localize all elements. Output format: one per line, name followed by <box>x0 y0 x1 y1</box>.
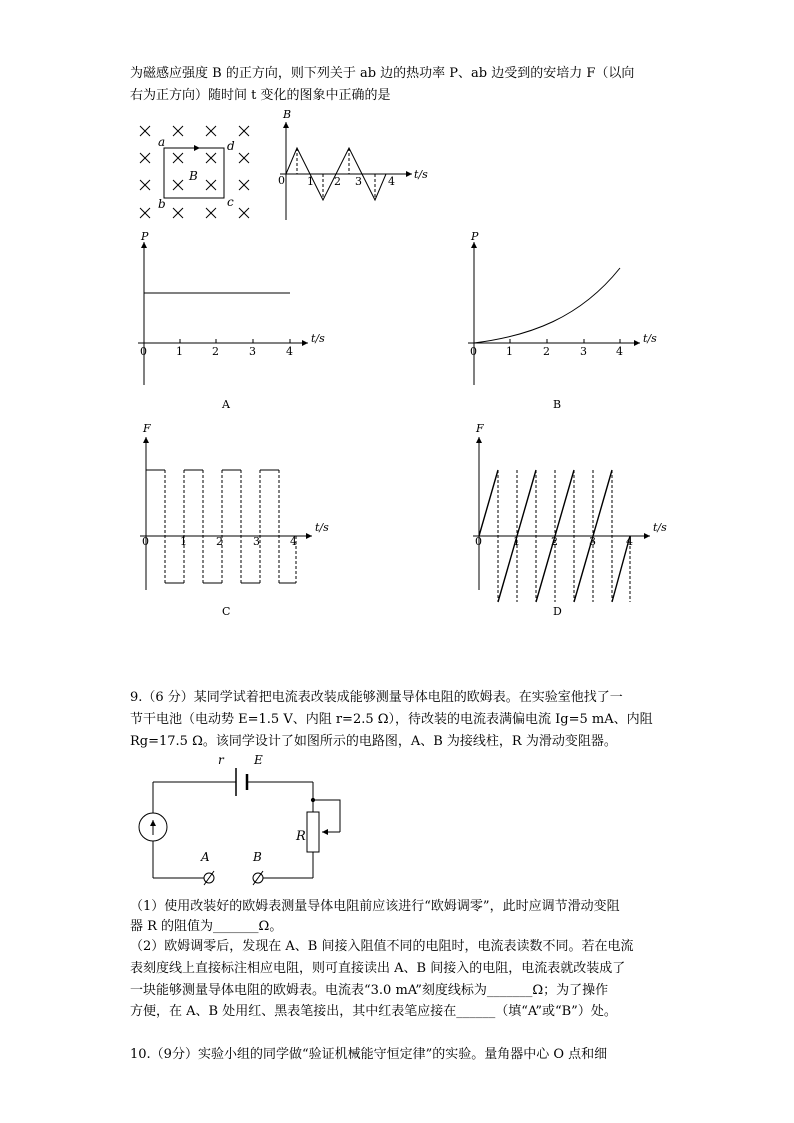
rheostat-slider-wire <box>313 800 340 832</box>
intro-line-1: 为磁感应强度 B 的正方向，则下列关于 ab 边的热功率 P、ab 边受到的安培力 F（以向 <box>130 66 635 81</box>
graph-d-caption: D <box>553 605 562 618</box>
loop-field-label: B <box>189 169 198 183</box>
graph-b-ylabel: P <box>471 230 479 243</box>
graph-c <box>140 437 312 590</box>
b-graph-ylabel: B <box>283 108 292 121</box>
graph-a-tick-1: 1 <box>176 345 183 358</box>
graph-b <box>468 242 640 385</box>
circuit-terminal-b-label: B <box>253 850 262 864</box>
graph-c-tick-3: 3 <box>253 535 260 548</box>
loop-corner-b: b <box>158 197 166 211</box>
circuit-e-label: E <box>254 753 263 767</box>
graph-c-caption: C <box>222 605 231 618</box>
graph-c-ylabel: F <box>143 422 151 435</box>
graph-a <box>138 242 308 385</box>
graph-b-tick-3: 3 <box>580 345 587 358</box>
q9-part1-line-1: （1）使用改装好的欧姆表测量导体电阻前应该进行“欧姆调零”，此时应调节滑动变阻 <box>130 899 620 914</box>
loop-corner-a: a <box>158 135 166 149</box>
b-graph-tick-2: 2 <box>334 175 341 188</box>
graph-c-origin: 0 <box>142 535 149 548</box>
graph-b-tick-4: 4 <box>616 345 623 358</box>
graph-a-origin: 0 <box>140 345 147 358</box>
q9-part1-line-2: 器 R 的阻值为_______Ω。 <box>130 919 283 934</box>
b-graph-xlabel: t/s <box>414 168 428 181</box>
graph-b-xlabel: t/s <box>643 332 657 345</box>
q9-line-1: 9.（6 分）某同学试着把电流表改装成能够测量导体电阻的欧姆表。在实验室他找了一 <box>130 690 623 705</box>
graph-a-tick-4: 4 <box>286 345 293 358</box>
circuit-terminal-a-label: A <box>201 850 210 864</box>
circuit-resistor-label: R <box>296 829 306 844</box>
graph-b-caption: B <box>553 398 562 411</box>
graph-d-ramp <box>479 470 498 536</box>
graph-c-xlabel: t/s <box>315 521 329 534</box>
graph-d-ylabel: F <box>476 422 484 435</box>
graph-d-tick-3: 3 <box>589 535 596 548</box>
q9-part2-line-2: 表刻度线上直接标注相应电阻，则可直接读出 A、B 间接入的电阻，电流表就改装成了 <box>130 961 626 976</box>
q10-line-1: 10.（9分）实验小组的同学做“验证机械能守恒定律”的实验。量角器中心 O 点和细 <box>130 1047 608 1062</box>
graph-d-tick-2: 2 <box>551 535 558 548</box>
q9-line-2: 节干电池（电动势 E=1.5 V、内阻 r=2.5 Ω），待改装的电流表满偏电流 Ig=5 mA、内阻 <box>130 712 653 727</box>
graph-b-tick-1: 1 <box>506 345 513 358</box>
circuit-diagram <box>139 768 340 885</box>
graph-d-xlabel: t/s <box>653 521 667 534</box>
b-graph <box>280 122 412 220</box>
graph-c-tick-4: 4 <box>290 535 297 548</box>
circuit-r-label: r <box>218 753 224 767</box>
graph-c-tick-1: 1 <box>180 535 187 548</box>
graph-a-tick-2: 2 <box>212 345 219 358</box>
b-graph-tick-1: 1 <box>307 175 314 188</box>
graph-c-tick-2: 2 <box>216 535 223 548</box>
loop-corner-d: d <box>227 139 235 153</box>
graph-a-xlabel: t/s <box>311 332 325 345</box>
graph-a-tick-3: 3 <box>249 345 256 358</box>
q9-line-3: Rg=17.5 Ω。该同学设计了如图所示的电路图，A、B 为接线柱，R 为滑动变阻器。 <box>130 734 617 749</box>
b-graph-tick-3: 3 <box>355 175 362 188</box>
graph-d-tick-4: 4 <box>626 535 633 548</box>
graph-b-curve <box>474 268 620 343</box>
graph-b-tick-2: 2 <box>543 345 550 358</box>
q9-part2-line-4: 方便，在 A、B 处用红、黑表笔接出，其中红表笔应接在______（填“A”或“B”）处。 <box>130 1004 617 1019</box>
loop-corner-c: c <box>227 195 234 209</box>
b-graph-tick-4: 4 <box>388 175 395 188</box>
q9-part2-line-3: 一块能够测量导体电阻的欧姆表。电流表“3.0 mA”刻度线标为_______Ω；为了操作 <box>130 983 609 998</box>
graph-a-ylabel: P <box>141 230 149 243</box>
b-graph-origin: 0 <box>278 174 285 187</box>
q9-part2-line-1: （2）欧姆调零后，发现在 A、B 间接入阻值不同的电阻时，电流表读数不同。若在电流 <box>130 939 634 954</box>
graph-a-caption: A <box>222 398 230 411</box>
graph-d-tick-1: 1 <box>513 535 520 548</box>
graph-c-dashes <box>165 470 296 583</box>
graph-d-origin: 0 <box>475 535 482 548</box>
rheostat-body <box>307 812 319 852</box>
graph-b-origin: 0 <box>470 345 477 358</box>
graph-d <box>473 437 650 602</box>
intro-line-2: 右为正方向）随时间 t 变化的图象中正确的是 <box>130 88 391 103</box>
